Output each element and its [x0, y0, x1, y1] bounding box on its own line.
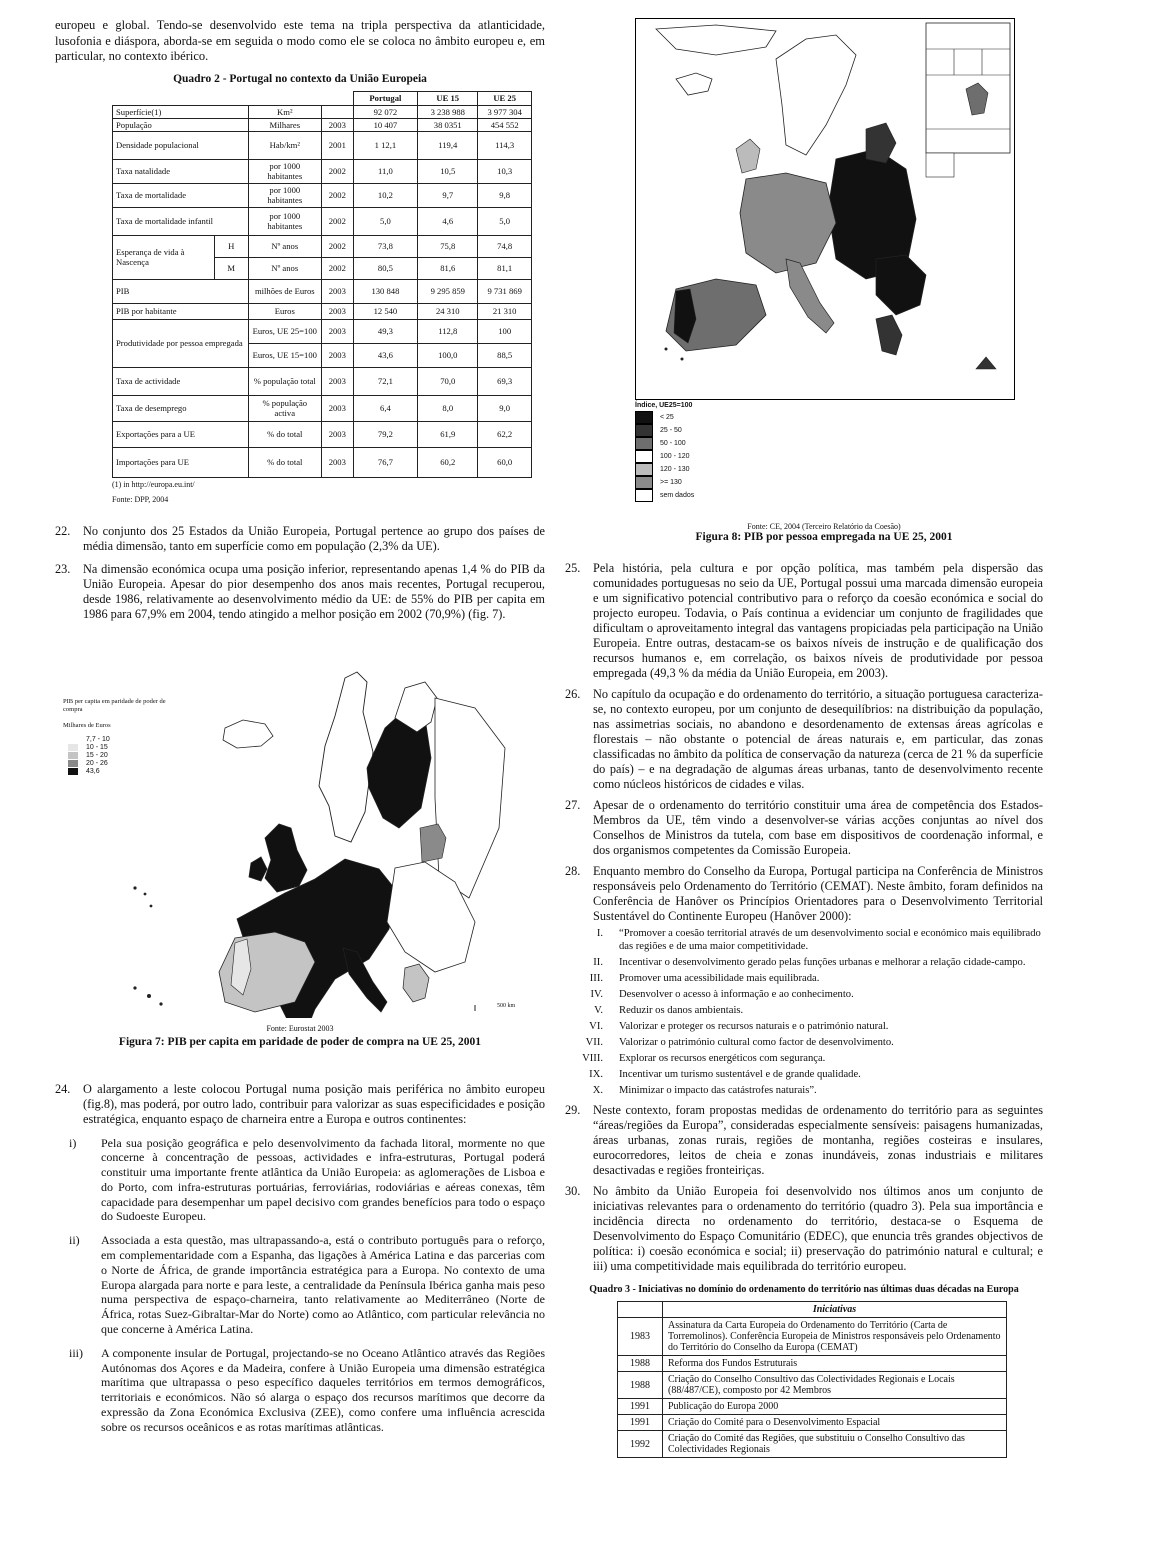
legend-item [635, 424, 1013, 437]
sub-paragraph [55, 1346, 545, 1435]
paragraph-number: 27. [565, 798, 581, 812]
fig7-map [75, 668, 515, 1018]
sub-number: iii) [69, 1345, 83, 1360]
row-text: Criação do Comité para o Desenvolvimento Espacial [663, 1415, 1007, 1431]
row-pt: 92 072 [353, 105, 418, 118]
row-ue25: 114,3 [478, 131, 532, 159]
row-pt: 1 12,1 [353, 131, 418, 159]
row-pt: 10 407 [353, 118, 418, 131]
row-year: 2003 [321, 303, 353, 319]
sub-text: Pela sua posição geográfica e pelo desenvolvimento da fachada litoral, mormente no que concerne à concentração de pessoas, actividades e infra-estruturas, Portugal poderá constituir uma importante frente atlântica da União Europeia: as aglomerações de Lisboa e do Porto, com infra-estruturas portuárias, ferroviárias, rodoviárias e aéreas conexas, têm capacidade para desempenhar um papel decisivo com grandes benefícios para todo o espaço do Sudoeste Europeu. [101, 1135, 545, 1224]
quadro2-source: Fonte: DPP, 2004 [112, 494, 169, 504]
row-year: 1988 [618, 1372, 663, 1399]
row-year: 1991 [618, 1415, 663, 1431]
principle-item [565, 1004, 1043, 1017]
row-year: 2003 [321, 118, 353, 131]
table-row [113, 421, 532, 447]
legend-swatch [635, 489, 653, 502]
table-row [618, 1372, 1007, 1399]
row-label: Taxa de mortalidade infantil [113, 207, 249, 235]
table-row [113, 395, 532, 421]
quadro2-table [112, 91, 532, 478]
row-ue15: 38 0351 [418, 118, 478, 131]
table-row [618, 1431, 1007, 1458]
row-unit: Euros, UE 15=100 [248, 343, 321, 367]
table-row [113, 131, 532, 159]
figure-8 [635, 18, 1015, 400]
row-label: Exportações para a UE [113, 421, 249, 447]
table-row [618, 1415, 1007, 1431]
paragraph-text: Neste contexto, foram propostas medidas de ordenamento do território para as seguintes “áreas/regiões da Europa”, consideradas especialmente sensíveis: paisagens humanizadas, áreas urbanas, zonas rurais, regiões de montanha, regiões costeiras e insulares, eurocorredores, leitos de cheia e zonas inundáveis, zonas industriais e militares desactivadas e regiões fronteiriças. [593, 1103, 1043, 1177]
fig8-legend [635, 402, 1013, 522]
row-ue15: 3 238 988 [418, 105, 478, 118]
row-unit: Hab/km² [248, 131, 321, 159]
quadro3-title: Quadro 3 - Iniciativas no domínio do ordenamento do território nas últimas duas décadas na Europa [589, 1284, 1019, 1295]
principle-number: II. [593, 957, 603, 968]
paragraph-text: Enquanto membro do Conselho da Europa, Portugal participa na Conferência de Ministros responsáveis pelo Ordenamento do Território (CEMAT). Neste âmbito, foram definidos na Conferência de Hanôver os Princípios Orientadores para o Desenvolvimento Territorial Sustentável do Continente Europeu (Hanôver 2000): [593, 864, 1043, 923]
paragraph-29 [565, 1103, 1043, 1178]
legend-label: 25 - 50 [660, 427, 682, 434]
paragraph-text: No capítulo da ocupação e do ordenamento do território, a situação portuguesa caracteriza-se, no contexto europeu, por um conjunto de desequilíbrios: na distribuição da população, nas assimetrias sociais, no abandono e desordenamento de extensas áreas agrícolas e florestais – não obstante o potencial de áreas naturais e, em particular, das zonas classificadas no âmbito da política de conservação da natureza (cerca de 21 % da superfície do país) – e na degradação de algumas áreas urbanas, tanto de desenvolvimento recente como núcleos históricos de cidades e vilas. [593, 687, 1043, 791]
table-row [618, 1356, 1007, 1372]
principle-number: V. [594, 1005, 603, 1016]
row-ue15: 60,2 [418, 447, 478, 477]
row-year: 2003 [321, 421, 353, 447]
paragraph-number: 25. [565, 561, 581, 575]
legend-label: 7,7 - 10 [86, 735, 110, 743]
legend-item [635, 411, 1013, 424]
row-ue25: 9,0 [478, 395, 532, 421]
legend-label: < 25 [660, 414, 674, 421]
row-unit: milhões de Euros [248, 279, 321, 303]
row-pt: 49,3 [353, 319, 418, 343]
paragraph-26 [565, 687, 1043, 792]
table-row [113, 207, 532, 235]
paragraph-28 [565, 864, 1043, 924]
figure-7 [55, 668, 545, 1058]
paragraph-number: 30. [565, 1184, 581, 1198]
principle-item [565, 972, 1043, 985]
row-ue15: 10,5 [418, 159, 478, 183]
row-year: 2003 [321, 367, 353, 395]
table-row [113, 105, 532, 118]
row-ue15: 112,8 [418, 319, 478, 343]
principle-text: “Promover a coesão territorial através de um desenvolvimento social e económico mais equilibrado das regiões e de uma maior competitividade. [619, 928, 1041, 952]
row-label: PIB por habitante [113, 303, 249, 319]
legend-label: 20 - 26 [86, 759, 108, 767]
row-unit: % população activa [248, 395, 321, 421]
row-text: Reforma dos Fundos Estruturais [663, 1356, 1007, 1372]
principle-number: IV. [590, 989, 603, 1000]
table-row [113, 118, 532, 131]
row-label: Densidade populacional [113, 131, 249, 159]
principle-item [565, 927, 1043, 953]
legend-item [635, 437, 1013, 450]
legend-swatch [635, 424, 653, 437]
fig7-source: Fonte: Eurostat 2003 [266, 1023, 334, 1033]
row-ue15: 4,6 [418, 207, 478, 235]
header-portugal: Portugal [353, 91, 418, 105]
sub-number: i) [69, 1135, 77, 1150]
row-ue15: 9,7 [418, 183, 478, 207]
row-ue25: 88,5 [478, 343, 532, 367]
paragraph-number: 29. [565, 1103, 581, 1117]
row-ue15: 75,8 [418, 235, 478, 257]
principle-text: Promover uma acessibilidade mais equilibrada. [619, 973, 820, 984]
row-ue25: 3 977 304 [478, 105, 532, 118]
row-year: 2002 [321, 257, 353, 279]
table-row [113, 279, 532, 303]
principle-text: Valorizar e proteger os recursos naturais e o património natural. [619, 1021, 889, 1032]
legend-swatch [635, 437, 653, 450]
paragraph-24-sublist [55, 1136, 545, 1435]
row-pt: 5,0 [353, 207, 418, 235]
legend-label: 50 - 100 [660, 440, 686, 447]
row-label: População [113, 118, 249, 131]
fig8-legend-title: Índice, UE25=100 [635, 402, 693, 409]
paragraph-number: 26. [565, 687, 581, 701]
row-year: 2003 [321, 319, 353, 343]
legend-item [635, 476, 1013, 489]
row-ue15: 100,0 [418, 343, 478, 367]
principle-number: X. [592, 1085, 603, 1096]
table-row [113, 235, 532, 257]
row-year: 2001 [321, 131, 353, 159]
row-ue25: 5,0 [478, 207, 532, 235]
paragraph-text: O alargamento a leste colocou Portugal numa posição mais periférica no âmbito europeu (fig.8), mas poderá, por outro lado, contribuir para valorizar as suas especificidades e posição estratégica, enquanto espaço de charneira entre a Europa e outros continentes: [83, 1081, 545, 1126]
legend-swatch [635, 450, 653, 463]
sub-text: A componente insular de Portugal, projectando-se no Oceano Atlântico através das Regiões Autónomas dos Açores e da Madeira, confere à União Europeia uma dimensão estratégica marítima que ultrapassa o peso específico daqueles territórios em termos demográficos, territoriais e económicos. Não só alarga o espaço dos recursos marítimos que decorre da expressão da Zona Económica Exclusiva (ZEE), como confere uma influência acrescida sobre os recursos oceânicos e as rotas marítimas atlânticas. [101, 1345, 545, 1434]
row-unit: por 1000 habitantes [248, 183, 321, 207]
row-year: 2003 [321, 279, 353, 303]
fig8-legend-items [635, 411, 1013, 502]
row-text: Assinatura da Carta Europeia do Ordenamento do Território (Carta de Torremolinos). Conferência Europeia de Ministros responsáveis pelo Ordenamento do Território do Conselho da Europa (CEMAT) [663, 1318, 1007, 1356]
legend-swatch [635, 463, 653, 476]
sub-paragraph [55, 1136, 545, 1225]
row-year: 2002 [321, 235, 353, 257]
row-text: Publicação do Europa 2000 [663, 1399, 1007, 1415]
legend-label: 43,6 [86, 767, 100, 775]
row-ue25: 9,8 [478, 183, 532, 207]
principle-item [565, 1052, 1043, 1065]
row-unit: Euros, UE 25=100 [248, 319, 321, 343]
row-pt: 10,2 [353, 183, 418, 207]
header-ue15: UE 15 [418, 91, 478, 105]
fig8-source: Fonte: CE, 2004 (Terceiro Relatório da Coesão) [747, 522, 901, 531]
fig8-caption: Figura 8: PIB por pessoa empregada na UE 25, 2001 [695, 531, 953, 543]
legend-label: 15 - 20 [86, 751, 108, 759]
principle-item [565, 1084, 1043, 1097]
principle-number: III. [589, 973, 603, 984]
legend-label: 10 - 15 [86, 743, 108, 751]
row-unit: por 1000 habitantes [248, 207, 321, 235]
row-pt: 76,7 [353, 447, 418, 477]
left-column [55, 18, 545, 1435]
row-ue15: 70,0 [418, 367, 478, 395]
row-ue25: 100 [478, 319, 532, 343]
row-ue25: 81,1 [478, 257, 532, 279]
quadro3-table [617, 1301, 1007, 1458]
legend-label: >= 130 [660, 479, 682, 486]
principle-text: Incentivar um turismo sustentável e de grande qualidade. [619, 1069, 861, 1080]
row-pt: 79,2 [353, 421, 418, 447]
row-label: Produtividade por pessoa empregada [113, 319, 249, 367]
row-pt: 11,0 [353, 159, 418, 183]
table-row [618, 1318, 1007, 1356]
row-pt: 6,4 [353, 395, 418, 421]
fig7-legend-title: PIB per capita em paridade de poder de compra [63, 697, 166, 713]
quadro3-header: Iniciativas [663, 1302, 1007, 1318]
row-year: 1983 [618, 1318, 663, 1356]
principle-item [565, 1036, 1043, 1049]
principle-text: Valorizar o património cultural como factor de desenvolvimento. [619, 1037, 894, 1048]
table-row [618, 1399, 1007, 1415]
paragraph-text: Apesar de o ordenamento do território constituir uma área de competência dos Estados-Membros da UE, têm vindo a desenvolver-se várias acções conjuntas ao nível dos Conselhos de Ministros da tutela, com base em dispositivos de coordenação informal, e dos organismos competentes da Comissão Europeia. [593, 798, 1043, 857]
principle-number: IX. [589, 1069, 603, 1080]
row-ue15: 8,0 [418, 395, 478, 421]
row-pt: 12 540 [353, 303, 418, 319]
row-text: Criação do Conselho Consultivo das Colectividades Regionais e Locais (88/487/CE), composto por 42 Membros [663, 1372, 1007, 1399]
legend-label: sem dados [660, 492, 695, 499]
table-row [113, 303, 532, 319]
row-label: Importações para UE [113, 447, 249, 477]
row-year: 2002 [321, 159, 353, 183]
principle-item [565, 956, 1043, 969]
paragraph-text: No conjunto dos 25 Estados da União Europeia, Portugal pertence ao grupo dos países de média dimensão, tanto em superfície como em população (2,3% da UE). [83, 523, 545, 553]
row-year: 2002 [321, 207, 353, 235]
row-unit: Euros [248, 303, 321, 319]
principle-text: Explorar os recursos energéticos com segurança. [619, 1053, 826, 1064]
legend-item [635, 450, 1013, 463]
paragraph-30 [565, 1184, 1043, 1274]
row-label: Superfície(1) [113, 105, 249, 118]
header-ue25: UE 25 [478, 91, 532, 105]
row-ue15: 119,4 [418, 131, 478, 159]
principle-number: VI. [589, 1021, 603, 1032]
principle-text: Incentivar o desenvolvimento gerado pelas funções urbanas e melhorar a relação cidade-campo. [619, 957, 1026, 968]
row-year: 1992 [618, 1431, 663, 1458]
principle-item [565, 1068, 1043, 1081]
paragraph-number: 28. [565, 864, 581, 878]
row-label: Taxa de mortalidade [113, 183, 249, 207]
row-label: Taxa de actividade [113, 367, 249, 395]
row-ue15: 61,9 [418, 421, 478, 447]
row-year: 1988 [618, 1356, 663, 1372]
row-unit: % do total [248, 421, 321, 447]
table-row [113, 447, 532, 477]
row-unit: Nº anos [248, 235, 321, 257]
paragraph-number: 24. [55, 1081, 71, 1096]
table-row [113, 183, 532, 207]
principle-number: I. [596, 928, 603, 939]
paragraph-text: Na dimensão económica ocupa uma posição inferior, representando apenas 1,4 % do PIB da União Europeia. Apesar do pior desempenho dos anos mais recentes, Portugal recuperou, desde 1986, relativamente ao desenvolvimento médio da UE: de 55% do PIB per capita em 1986 para 67,9% em 2004, tendo atingido a melhor posição em 2002 (70,9%) (fig. 7). [83, 561, 545, 621]
row-ue15: 9 295 859 [418, 279, 478, 303]
principles-list [565, 927, 1043, 1097]
row-label: Esperança de vida à Nascença [113, 235, 215, 279]
row-year: 2002 [321, 183, 353, 207]
sex-m: M [214, 257, 248, 279]
table-row [113, 159, 532, 183]
row-ue25: 9 731 869 [478, 279, 532, 303]
paragraph-22 [55, 524, 545, 554]
row-unit: Nº anos [248, 257, 321, 279]
intro-paragraph: europeu e global. Tendo-se desenvolvido este tema na tripla perspectiva da atlanticidade, lusofonia e diáspora, aborda-se em seguida o modo como ele se coloca no âmbito europeu e, em particular, no contexto ibérico. [55, 18, 545, 63]
row-unit: Km² [248, 105, 321, 118]
paragraph-number: 22. [55, 523, 71, 538]
row-text: Criação do Comité das Regiões, que substituiu o Conselho Consultivo das Colectividades Regionais [663, 1431, 1007, 1458]
row-ue25: 74,8 [478, 235, 532, 257]
sub-number: ii) [69, 1233, 80, 1248]
fig7-caption: Figura 7: PIB per capita em paridade de poder de compra na UE 25, 2001 [118, 1035, 482, 1048]
table-row [113, 319, 532, 343]
table-row [113, 367, 532, 395]
row-ue25: 454 552 [478, 118, 532, 131]
row-pt: 130 848 [353, 279, 418, 303]
paragraph-25 [565, 561, 1043, 681]
legend-label: 100 - 120 [660, 453, 690, 460]
row-ue15: 24 310 [418, 303, 478, 319]
paragraph-27 [565, 798, 1043, 858]
paragraph-text: No âmbito da União Europeia foi desenvolvido nos últimos anos um conjunto de iniciativas relevantes para o ordenamento do território (quadro 3). Pela sua importância e incidência directa no ordenamento do território, destaca-se o Esquema de Desenvolvimento do Espaço Comunitário (EDEC), que enuncia três grandes objectivos de política: i) coesão económica e social; ii) preservação do património natural e cultural; e iii) uma competitividade mais equilibrada do território europeu. [593, 1184, 1043, 1273]
row-ue15: 81,6 [418, 257, 478, 279]
row-pt: 43,6 [353, 343, 418, 367]
principle-item [565, 1020, 1043, 1033]
row-pt: 73,8 [353, 235, 418, 257]
legend-swatch [635, 411, 653, 424]
principle-text: Desenvolver o acesso à informação e ao conhecimento. [619, 989, 854, 1000]
principle-number: VIII. [582, 1053, 603, 1064]
sex-h: H [214, 235, 248, 257]
fig8-map [636, 19, 1014, 399]
sub-text: Associada a esta questão, mas ultrapassando-a, está o contributo português para o reforço, em complementaridade com a Espanha, das ligações à América Latina e das parcerias com o Norte de África, de grande importância estratégica para a Europa. No contexto de uma Europa alargada para norte e para leste, a centralidade da Península Ibérica ganha mais peso numa perspectiva de espaço-charneira, tanto relativamente ao Mediterrâneo (Norte de África, rotas Suez-Gibraltar-Mar do Norte) como ao Atlântico, com particular relevância no que concerne à América Latina. [101, 1233, 545, 1337]
principle-item [565, 988, 1043, 1001]
fig7-legend-unit: Milhares de Euros [63, 721, 111, 729]
row-label: PIB [113, 279, 249, 303]
row-ue25: 62,2 [478, 421, 532, 447]
fig7-scale: 500 km [497, 1002, 516, 1009]
right-column [565, 18, 1043, 1458]
row-unit: % do total [248, 447, 321, 477]
paragraph-number: 23. [55, 561, 71, 576]
row-ue25: 21 310 [478, 303, 532, 319]
legend-swatch [635, 476, 653, 489]
sub-paragraph [55, 1233, 545, 1337]
row-year: 1991 [618, 1399, 663, 1415]
row-year: 2003 [321, 447, 353, 477]
quadro2-title: Quadro 2 - Portugal no contexto da União Europeia [173, 72, 427, 85]
row-label: Taxa de desemprego [113, 395, 249, 421]
row-label: Taxa natalidade [113, 159, 249, 183]
row-unit: % população total [248, 367, 321, 395]
row-ue25: 69,3 [478, 367, 532, 395]
row-pt: 72,1 [353, 367, 418, 395]
row-pt: 80,5 [353, 257, 418, 279]
paragraph-24 [55, 1082, 545, 1127]
row-year: 2003 [321, 395, 353, 421]
principle-number: VII. [585, 1037, 603, 1048]
principle-text: Reduzir os danos ambientais. [619, 1005, 744, 1016]
row-ue25: 10,3 [478, 159, 532, 183]
row-unit: Milhares [248, 118, 321, 131]
legend-item [635, 489, 1013, 502]
legend-label: 120 - 130 [660, 466, 690, 473]
row-year: 2003 [321, 343, 353, 367]
principle-text: Minimizar o impacto das catástrofes naturais”. [619, 1085, 817, 1096]
row-year [321, 105, 353, 118]
paragraph-text: Pela história, pela cultura e por opção política, mas também pela dispersão das comunidades portuguesas no seio da UE, Portugal possui uma marcada dimensão europeia e um significativo potencial contributivo para o reforço da coesão económica e social do projecto europeu. Todavia, o País continua a evidenciar um conjunto de fragilidades que dificultam o aproveitamento integral das vantagens propiciadas pela participação na União Europeia. Entre outras, destacam-se os baixos níveis de instrução e de qualificação dos recursos humanos e, em correlação, os baixos níveis de produtividade por pessoa empregada (49,3 % da média da União Europeia, em 2003). [593, 561, 1043, 680]
row-unit: por 1000 habitantes [248, 159, 321, 183]
paragraph-23 [55, 562, 545, 622]
quadro3-blank [618, 1302, 663, 1318]
quadro2-note: (1) in http://europa.eu.int/ [112, 479, 195, 489]
row-ue25: 60,0 [478, 447, 532, 477]
legend-item [635, 463, 1013, 476]
